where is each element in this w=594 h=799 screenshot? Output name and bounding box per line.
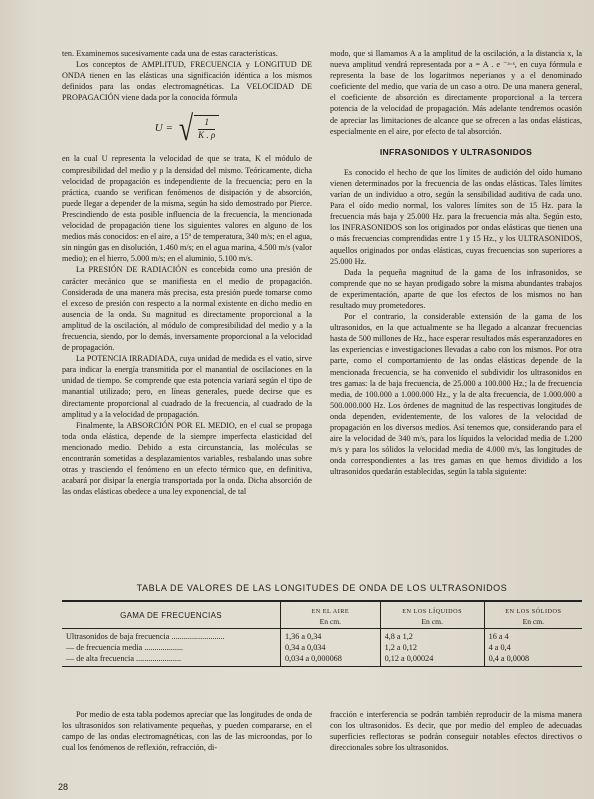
page-number: 28 (58, 782, 69, 792)
row-label: — de frecuencia media ................... (66, 643, 184, 652)
paragraph: fracción e interferencia se podrán también reproducir de la misma manera con los ultrasonidos. Es decir, que por medio del empleo de adecuadas superficies reflectoras se podrán conseguir notables efectos directivos o direccionales sobre los ultrasonidos. (330, 710, 582, 753)
paragraph: Por medio de esta tabla podemos apreciar que las longitudes de onda de los ultrasonidos son relativamente pequeñas, y pueden compararse, en el campo de las ondas electromagnéticas, con las de las microondas, por lo cual los fenómenos de reflexión, refracción, di- (62, 710, 312, 753)
paragraph: La POTENCIA IRRADIADA, cuya unidad de medida es el vatio, sirve para indicar la energía transmitida por el manantial de oscilaciones en la unidad de tiempo. Se comprende que esta potencia variará según el tipo de manantial utilizado; pero, en líneas generales, puede decirse que es directamente proporcional al cuadrado de la frecuencia, al cuadrado de la amplitud y a la velocidad de propagación. (62, 354, 312, 419)
column-header-solids: EN LOS SÓLIDOS (484, 601, 582, 615)
velocity-formula (62, 103, 312, 153)
paragraph: ten. Examinemos sucesivamente cada una de estas características. (62, 49, 278, 58)
table-row (62, 629, 582, 643)
paragraph: en la cual U representa la velocidad de que se trata, K el módulo de compresibilidad del medio y ρ la densidad del mismo. Teóricamente, dicha velocidad de propagación es independiente de la frecuencia; pero en la práctica, cuando se verifican fenómenos de disipación y de absorción, puede llegar a depender de la misma, según ha sido demostrado por Pierce. Prescindiendo de esta posible influencia de la frecuencia, la mencionada velocidad de propagación tiene los siguientes valores en alguno de los medios más conocidos: en el aire, a 15º de temperatura, 340 m/s; en el agua, sin ningún gas en disolución, 1.460 m/s; en el agua marina, 4.500 m/s (valor medio); en el hierro, 5.000 m/s; en el aluminio, 5.100 m/s. (62, 154, 312, 264)
table-row (62, 653, 582, 667)
formula-fraction (194, 115, 219, 141)
radical-sign-icon: √ (178, 108, 194, 148)
square-root (178, 108, 219, 148)
bottom-right-column (330, 709, 582, 781)
row-label: — de alta frecuencia ...................... (62, 653, 281, 667)
section-heading: INFRASONIDOS Y ULTRASONIDOS (379, 146, 533, 157)
right-column (330, 48, 582, 568)
unit-label: En cm. (281, 615, 381, 629)
unit-label: En cm. (380, 615, 484, 629)
row-label: Ultrasonidos de baja frecuencia .......................... (66, 632, 225, 641)
cell-solid: 0,4 a 0,0008 (484, 653, 582, 667)
column-header-liquids: EN LOS LÍQUIDOS (380, 601, 484, 615)
unit-label: En cm. (484, 615, 582, 629)
bottom-left-column (62, 709, 312, 781)
left-column (62, 48, 312, 568)
paragraph: Dada la pequeña magnitud de la gama de los infrasonidos, se comprende que no se hayan prodigado sobre la misma abundantes trabajos de experimentación, aparte de que los efectos de los mismos no han resultado muy prometedores. (330, 267, 582, 310)
cell-solid: 4 a 0,4 (484, 642, 582, 653)
column-header-frequency-range: GAMA DE FRECUENCIAS (62, 601, 281, 629)
formula-numerator: 1 (198, 116, 215, 130)
paragraph: La PRESIÓN DE RADIACIÓN es concebida como una presión de carácter mecánico que se manifiesta en el medio de propagación. Considerada de una manera más precisa, esta presión puede tomarse como el exceso de presión con respecto a la normal existente en dicho medio en ausencia de la onda. Su magnitud es directamente proporcional a la amplitud de la oscilación, al módulo de compresibilidad del medio y a la frecuencia, siendo, por lo demás, inversamente proporcional a la velocidad de propagación. (62, 265, 312, 353)
paragraph: Es conocido el hecho de que los límites de audición del oído humano vienen determinados por la frecuencia de las ondas elásticas. Tales límites varían de un individuo a otro, según la sensibilidad auditiva de cada uno. Para el oído medio normal, los valores límites son de 15 Hz. para la frecuencia más baja y 25.000 Hz. para la frecuencia más alta. Según esto, los INFRASONIDOS son los originados por ondas elásticas que tienen una o más frecuencias comprendidas entre 1 y 15 Hz., y los ULTRASONIDOS, aquellos originados por ondas elásticas, cuyas frecuencias son superiores a 25.000 Hz. (330, 167, 582, 266)
cell-air: 0,34 a 0,034 (281, 642, 381, 653)
column-header-air: EN EL AIRE (281, 601, 381, 615)
paragraph: modo, que si llamamos A a la amplitud de la oscilación, a la distancia x, la nueva amplitud vendrá representada por a = A . e ⁻ᵃ·ˣ, en cuya fórmula e representa la base de los logaritmos neperianos y a el denominado coeficiente del medio, que varía de un caso a otro. De una manera general, el coeficiente de absorción es directamente proporcional a la tercera potencia de la velocidad de propagación. Más adelante tendremos ocasión de apreciar las limitaciones de alcance que se ofrecen a las ondas elásticas, especialmente en el aire, por efecto de tal absorción. (330, 49, 582, 136)
cell-air: 0,034 a 0,000068 (281, 653, 381, 667)
table-header-row (62, 601, 582, 615)
cell-liquid: 1,2 a 0,12 (380, 642, 484, 653)
formula-lhs: U = (154, 121, 173, 134)
wavelength-table (62, 600, 582, 667)
paragraph: Los conceptos de AMPLITUD, FRECUENCIA y LONGITUD DE ONDA tienen en las elásticas una significación idéntica a los mismos definidos para las ondas electromagnéticas. La VELOCIDAD DE PROPAGACIÓN viene dada por la conocida fórmula (62, 60, 312, 103)
cell-solid: 16 a 4 (484, 629, 582, 643)
cell-liquid: 0,12 a 0,00024 (380, 653, 484, 667)
paragraph: Por el contrario, la considerable extensión de la gama de los ultrasonidos, en la que actualmente se ha llegado a alcanzar frecuencias hasta de 500 millones de Hz., hace esperar resultados más esperanzadores en las experiencias e investigaciones llevadas a cabo con los mismos. Por otra parte, como el comportamiento de las ondas elásticas depende de la mencionada frecuencia, se ha convenido el subdividir los ultrasonidos en tres gamas: la de baja frecuencia, de 25.000 a 100.000 Hz.; la de frecuencia media, de 100.000 a 1.000.000 Hz., y la de alta frecuencia, de 1.000.000 a 500.000.000 Hz. Los órdenes de magnitud de las respectivas longitudes de onda dependen, evidentemente, de los valores de la velocidad de propagación en los diversos medios. Así tenemos que, considerando para el aire la velocidad de 340 m/s, para los líquidos la velocidad media de 1.200 m/s y para los sólidos la velocidad media de 4.000 m/s, las longitudes de onda correspondientes a las tres gamas en que hemos dividido a los ultrasonidos quedarán establecidas, según la tabla siguiente: (330, 312, 582, 477)
cell-air: 1,36 a 0,34 (281, 629, 381, 643)
table-row (62, 642, 582, 653)
cell-liquid: 4,8 a 1,2 (380, 629, 484, 643)
formula-denominator: K . ρ (198, 130, 216, 141)
paragraph: Finalmente, la ABSORCIÓN POR EL MEDIO, en el cual se propaga toda onda elástica, depende de la siempre imperfecta elasticidad del mencionado medio. Debido a esta circunstancia, las moléculas se encontrarán sometidas a desplazamientos variables, resbalando unas sobre otras y trasciendo el fenómeno en un efecto térmico que, en definitiva, acabará por disipar la energía transportada por la onda. Dicha absorción de las ondas elásticas obedece a una ley exponencial, de tal (62, 420, 312, 497)
table-title: TABLA DE VALORES DE LAS LONGITUDES DE ONDA DE LOS ULTRASONIDOS (136, 583, 508, 593)
